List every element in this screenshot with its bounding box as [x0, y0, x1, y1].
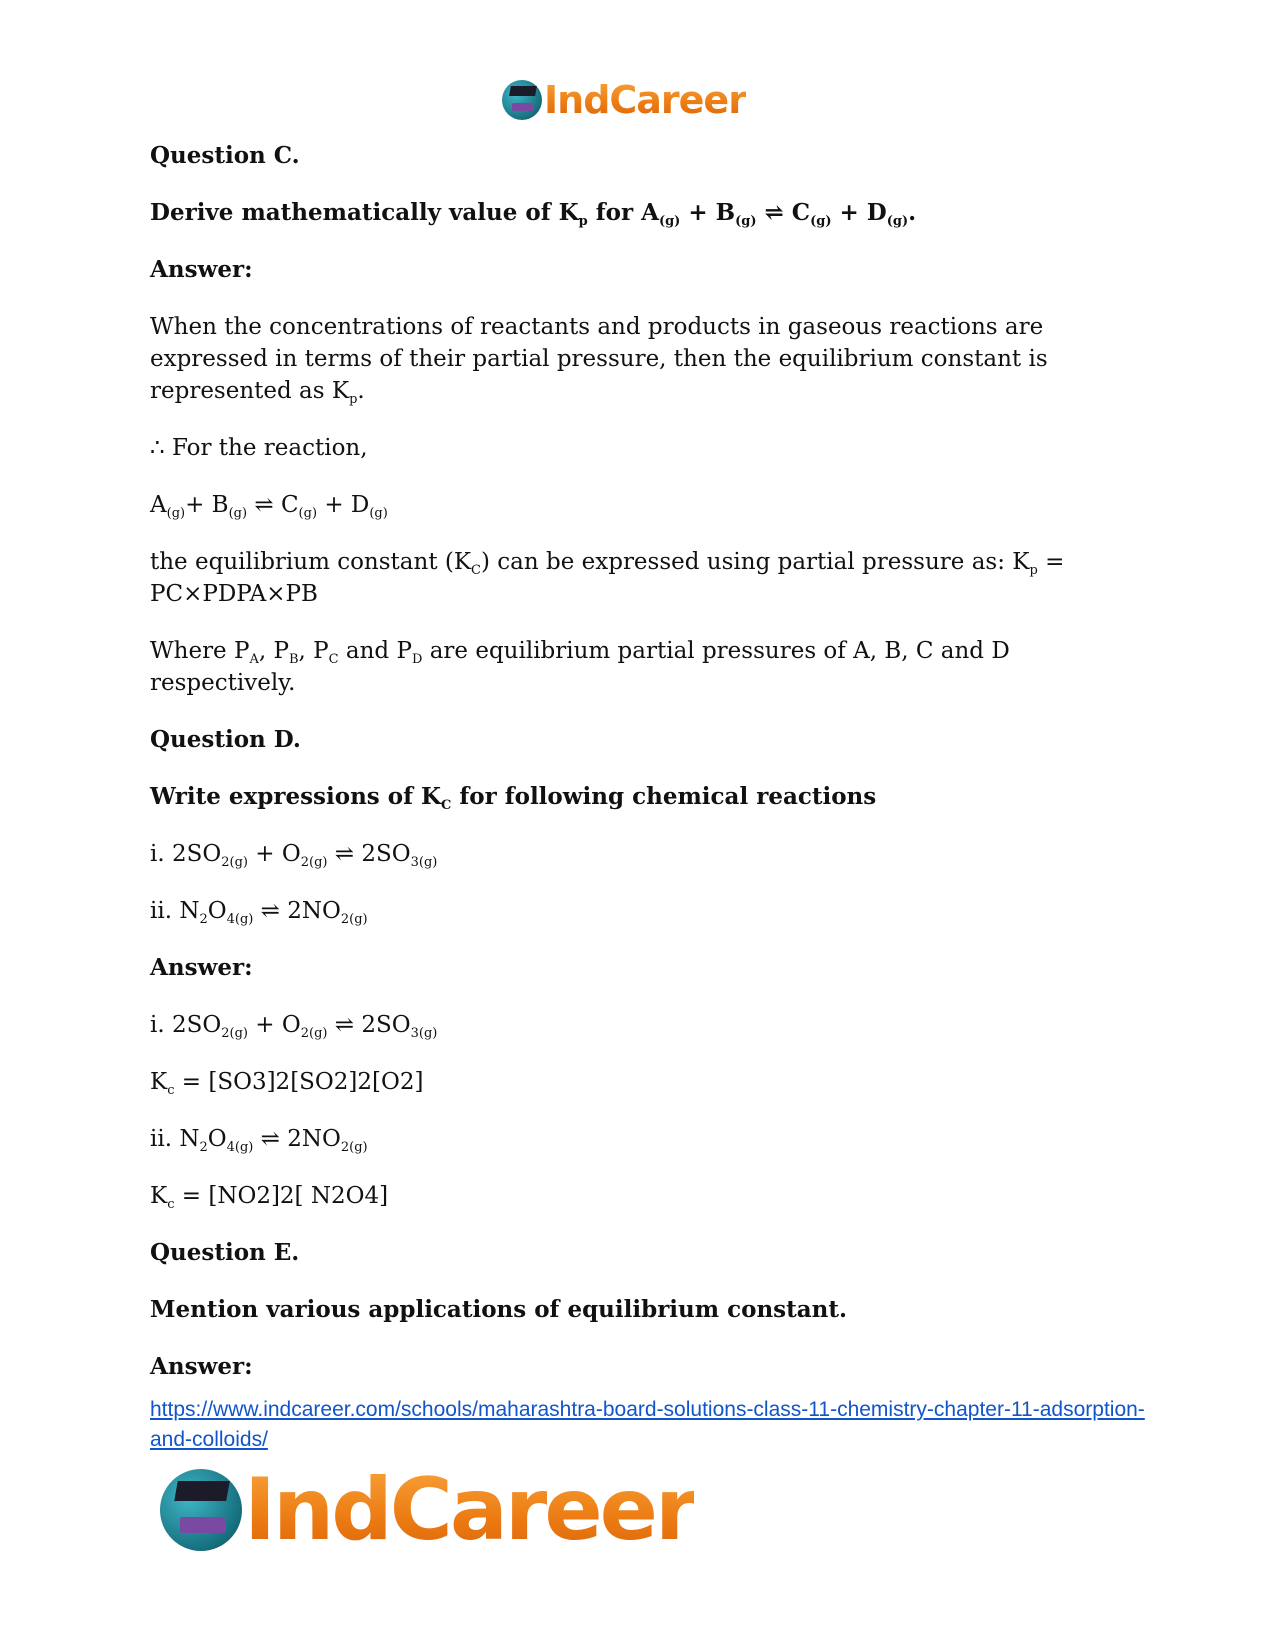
- footer-logo-text: IndCareer: [244, 1460, 695, 1560]
- question-c-answer-label: Answer:: [150, 256, 253, 283]
- footer-logo: [160, 1460, 694, 1560]
- graduation-cap-icon: [160, 1469, 242, 1551]
- answer-reaction-1: i. $2SO_{2(g)} + O_{2(g)}$ ⇌ $2SO_{3(g)}$: [150, 1012, 438, 1041]
- kp-expression: the equilibrium constant $(K_C)$ can be expressed using partial pressure as: $K_p$ = PC×PDPA×PB: [150, 549, 1065, 607]
- graduation-cap-icon: [502, 80, 542, 120]
- reaction-equation: $A_{(g)}+ B_{(g)}$ ⇌ $C_{(g)} + D_{(g)}$: [150, 492, 388, 521]
- question-e-heading: Question E.: [150, 1239, 300, 1266]
- question-d-reaction-2: ii. $N_2O_{4(g)}$ ⇌ $2NO_{2(g)}$: [150, 898, 368, 927]
- source-url-link[interactable]: https://www.indcareer.com/schools/maharashtra-board-solutions-class-11-chemistry-chapter-11-adsorption-and-colloids/: [150, 1398, 1145, 1451]
- question-d-text: Write expressions of $K_C$ for following chemical reactions: [150, 783, 877, 813]
- question-c-paragraph: When the concentrations of reactants and products in gaseous reactions are expressed in terms of their partial pressure, then the equilibrium constant is represented as $K_p$.: [150, 314, 1048, 407]
- question-d-answer-label: Answer:: [150, 954, 253, 981]
- question-c-text: Derive mathematically value of $K_p$ for $A_{(g)} + B_{(g)}$ ⇌ $C_{(g)} + D_{(g)}$.: [150, 199, 917, 229]
- question-d-heading: Question D.: [150, 726, 301, 753]
- question-d-reaction-1: i. $2SO_{2(g)} + O_{2(g)}$ ⇌ $2SO_{3(g)}$: [150, 841, 438, 870]
- therefore-line: ∴ For the reaction,: [150, 435, 368, 461]
- answer-reaction-2: ii. $N_2O_{4(g)}$ ⇌ $2NO_{2(g)}$: [150, 1126, 368, 1155]
- header-logo-text: IndCareer: [544, 78, 746, 122]
- kc-expression-2: $K_c = [NO2]2$[ N2O4]: [150, 1183, 389, 1212]
- header-logo: [502, 78, 746, 122]
- question-e-text: Mention various applications of equilibrium constant.: [150, 1296, 848, 1323]
- kc-expression-1: $K_c = [SO3]2[SO2]2[O2]$: [150, 1069, 424, 1098]
- document-body: [150, 140, 1140, 1408]
- question-e-answer-label: Answer:: [150, 1353, 253, 1380]
- question-c-heading: Question C.: [150, 142, 300, 169]
- partial-pressure-definition: Where $P_A$, $P_B$, $P_C$ and $P_D$ are equilibrium partial pressures of A, B, C and D respectively.: [150, 638, 1010, 696]
